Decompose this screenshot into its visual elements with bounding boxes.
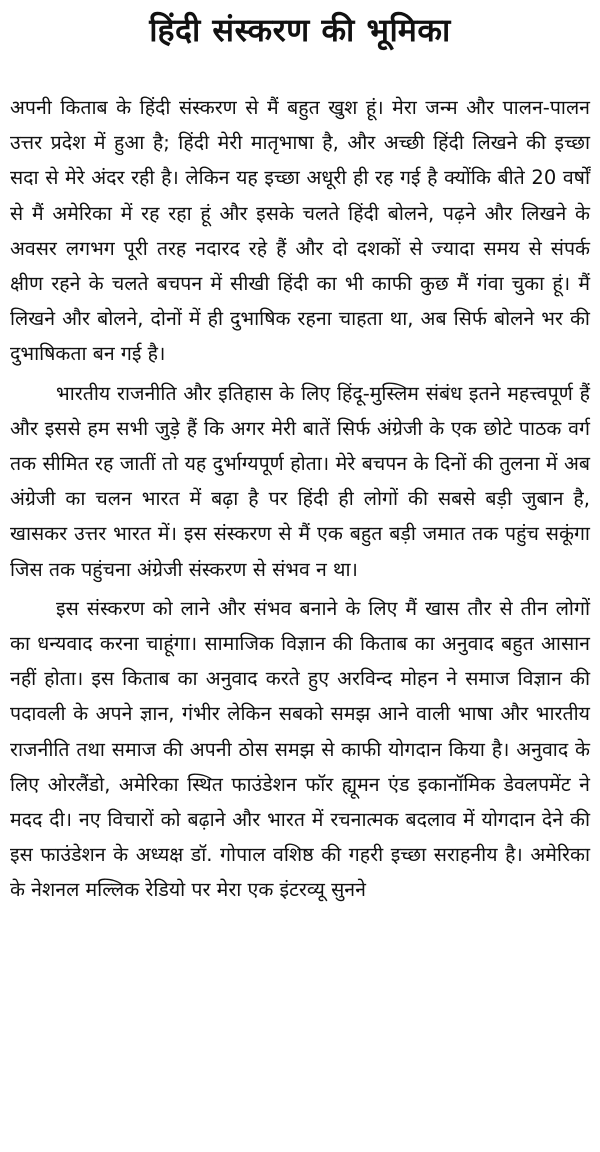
paragraph-2: भारतीय राजनीति और इतिहास के लिए हिंदू-मुस्लिम संबंध इतने महत्त्वपूर्ण हैं और इससे हम सभी जुड़े हैं कि अगर मेरी बातें सिर्फ अंग्रेजी के एक छोटे पाठक वर्ग तक सीमित रह जातीं तो यह दुर्भाग्यपूर्ण होता। मेरे बचपन के दिनों की तुलना में अब अंग्रेजी का चलन भारत में बढ़ा है पर हिंदी ही लोगों की सबसे बड़ी जुबान है, खासकर उत्तर भारत में। इस संस्करण से मैं एक बहुत बड़ी जमात तक पहुंच सकूंगा जिस तक पहुंचना अंग्रेजी संस्करण से संभव न था।: [10, 381, 590, 581]
paragraph-1: अपनी किताब के हिंदी संस्करण से मैं बहुत खुश हूं। मेरा जन्म और पालन-पालन उत्तर प्रदेश में हुआ है; हिंदी मेरी मातृभाषा है, और अच्छी हिंदी लिखने की इच्छा सदा से मेरे अंदर रही है। लेकिन यह इच्छा अधूरी ही रह गई है क्योंकि बीते 20 वर्षों से मैं अमेरिका में रह रहा हूं और इसके चलते हिंदी बोलने, पढ़ने और लिखने के अवसर लगभग पूरी तरह नदारद रहे हैं और दो दशकों से ज्यादा समय से संपर्क क्षीण रहने के चलते बचपन में सीखी हिंदी का भी काफी कुछ मैं गंवा चुका हूं। मैं लिखने और बोलने, दोनों में ही दुभाषिक रहना चाहता था, अब सिर्फ बोलने भर की दुभाषिकता बन गई है।: [10, 96, 590, 366]
page-title: हिंदी संस्करण की भूमिका: [149, 11, 451, 49]
paragraph-3: इस संस्करण को लाने और संभव बनाने के लिए मैं खास तौर से तीन लोगों का धन्यवाद करना चाहूंगा। सामाजिक विज्ञान की किताब का अनुवाद बहुत आसान नहीं होता। इस किताब का अनुवाद करते हुए अरविन्द मोहन ने समाज विज्ञान की पदावली के अपने ज्ञान, गंभीर लेकिन सबको समझ आने वाली भाषा और भारतीय राजनीति तथा समाज की अपनी ठोस समझ से काफी योगदान किया है। अनुवाद के लिए ओरलैंडो, अमेरिका स्थित फाउंडेशन फॉर ह्यूमन एंड इकानॉमिक डेवलपमेंट ने मदद दी। नए विचारों को बढ़ाने और भारत में रचनात्मक बदलाव में योगदान देने की इस फाउंडेशन के अध्यक्ष डॉ. गोपाल वशिष्ठ की गहरी इच्छा सराहनीय है। अमेरिका के नेशनल मल्लिक रेडियो पर मेरा एक इंटरव्यू सुनने: [10, 596, 590, 902]
